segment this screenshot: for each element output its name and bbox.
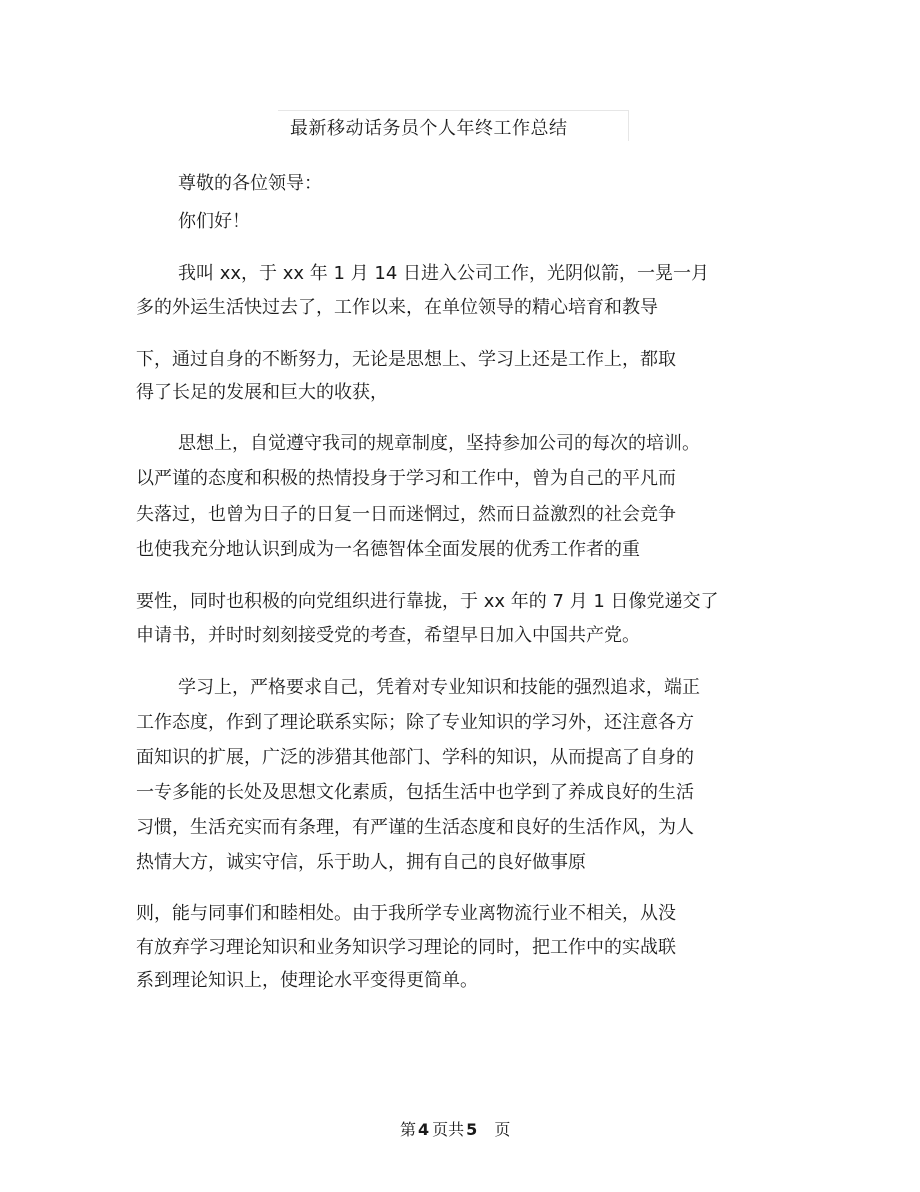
footer-suffix: 页 <box>494 1120 511 1139</box>
paragraph-line: 申请书，并时时刻刻接受党的考查，希望早日加入中国共产党。 <box>136 625 640 646</box>
footer-page-number: 4 <box>418 1120 430 1139</box>
paragraph-line: 要性，同时也积极的向党组织进行靠拢，于 xx 年的 7 月 1 日像党递交了 <box>136 591 719 612</box>
paragraph-line: 思想上，自觉遵守我司的规章制度，坚持参加公司的每次的培训。 <box>178 433 700 454</box>
paragraph-line: 习惯，生活充实而有条理，有严谨的生活态度和良好的生活作风，为人 <box>136 817 694 838</box>
paragraph-line: 得了长足的发展和巨大的收获， <box>136 382 388 403</box>
paragraph-line: 系到理论知识上，使理论水平变得更简单。 <box>136 970 478 991</box>
footer-prefix: 第 <box>400 1120 417 1139</box>
footer-total-pages: 5 <box>466 1120 478 1139</box>
paragraph-line: 也使我充分地认识到成为一名德智体全面发展的优秀工作者的重 <box>136 539 640 560</box>
greeting: 你们好！ <box>178 211 250 232</box>
paragraph-line: 我叫 xx，于 xx 年 1 月 14 日进入公司工作，光阴似箭，一晃一月 <box>178 263 710 284</box>
paragraph-line: 一专多能的长处及思想文化素质，包括生活中也学到了养成良好的生活 <box>136 782 694 803</box>
paragraph-line: 则，能与同事们和睦相处。由于我所学专业离物流行业不相关，从没 <box>136 903 676 924</box>
footer-middle: 页共 <box>432 1120 465 1139</box>
paragraph-line: 多的外运生活快过去了，工作以来，在单位领导的精心培育和教导 <box>136 297 658 318</box>
paragraph-line: 有放弃学习理论知识和业务知识学习理论的同时，把工作中的实战联 <box>136 937 676 958</box>
paragraph-line: 以严谨的态度和积极的热情投身于学习和工作中，曾为自己的平凡而 <box>136 468 676 489</box>
paragraph-line: 面知识的扩展，广泛的涉猎其他部门、学科的知识，从而提高了自身的 <box>136 747 694 768</box>
paragraph-line: 工作态度，作到了理论联系实际；除了专业知识的学习外，还注意各方 <box>136 712 694 733</box>
paragraph-line: 热情大方，诚实守信，乐于助人，拥有自己的良好做事原 <box>136 852 586 873</box>
paragraph-line: 失落过，也曾为日子的日复一日而迷惘过，然而日益激烈的社会竞争 <box>136 504 676 525</box>
paragraph-line: 学习上，严格要求自己，凭着对专业知识和技能的强烈追求，端正 <box>178 677 700 698</box>
document-title: 最新移动话务员个人年终工作总结 <box>290 118 568 139</box>
salutation: 尊敬的各位领导： <box>178 173 322 194</box>
page-footer <box>400 1117 510 1140</box>
paragraph-line: 下，通过自身的不断努力，无论是思想上、学习上还是工作上，都取 <box>136 349 676 370</box>
